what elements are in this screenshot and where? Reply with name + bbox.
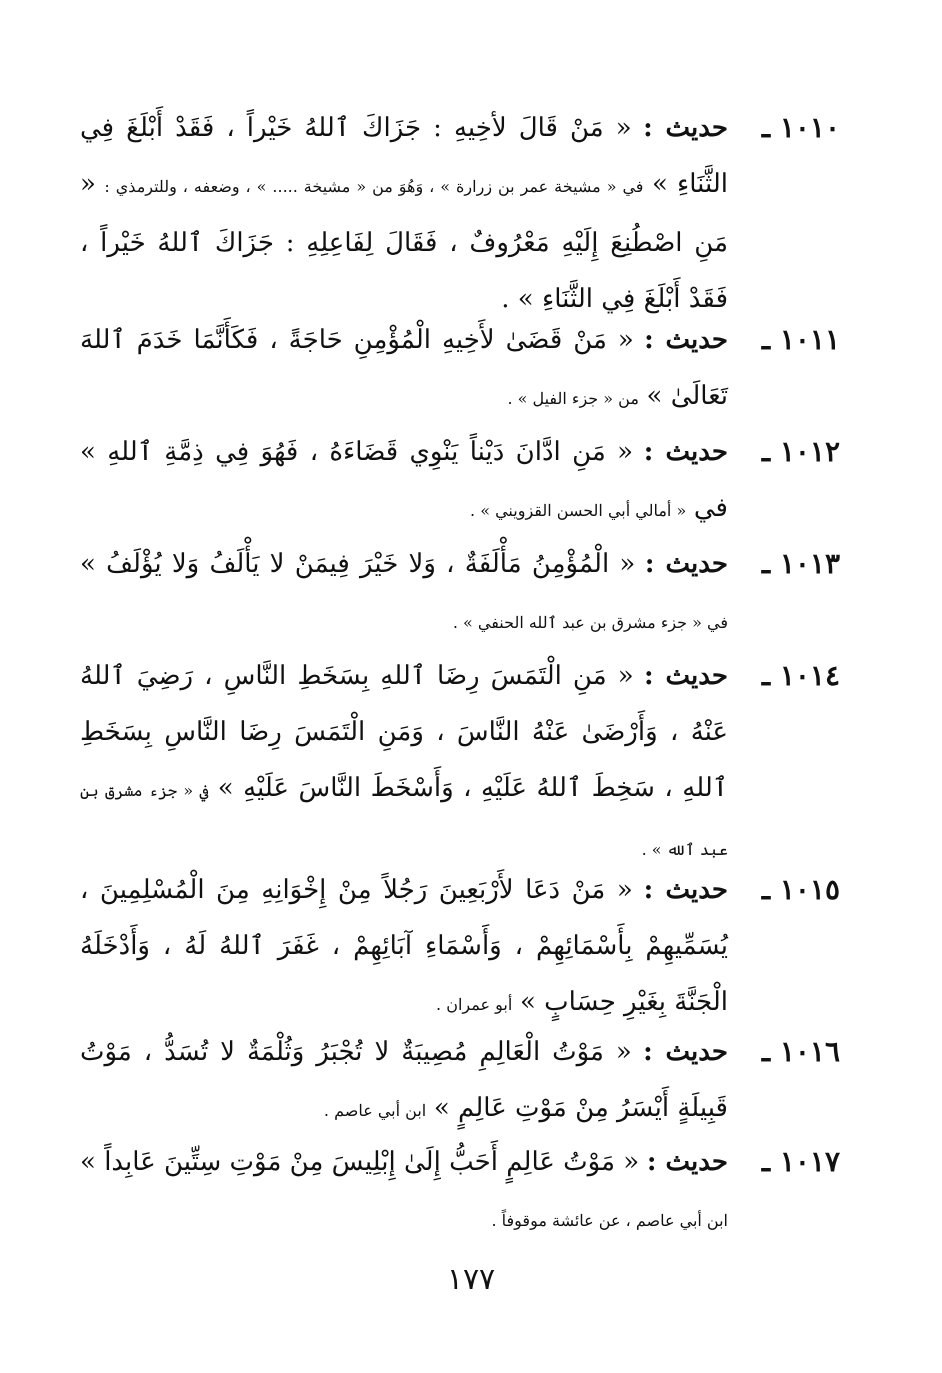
entry-number: ١٠١٠ ـ <box>761 111 840 144</box>
hadith-entry-1017 <box>80 1134 840 1249</box>
hadith-entry-1015 <box>80 862 840 1033</box>
hadith-text-secondary: « مَنِ اصْطُنِعَ إِلَيْهِ مَعْرُوفٌ ، فَقَالَ لِفَاعِلِهِ : جَزَاكَ ٱللهُ خَيْراً ، فَقَدْ أَبْلَغَ فِي الثَّنَاءِ » . <box>80 169 728 314</box>
entry-lead: حديث : <box>646 1147 728 1177</box>
hadith-text: « مَنْ دَعَا لأَرْبَعِينَ رَجُلاً مِنْ إِخْوَانِهِ مِنَ الْمُسْلِمِينَ ، يُسَمِّيهِمْ بِأَسْمَائِهِمْ ، وَأَسْمَاءِ آبَائِهِمْ ، غَفَرَ ٱللهُ لَهُ ، وَأَدْخَلَهُ الْجَنَّةَ بِغَيْرِ حِسَابٍ » <box>80 875 728 1017</box>
entry-number: ١٠١٤ ـ <box>761 659 840 692</box>
hadith-text: « مَنْ قَضَىٰ لأَخِيهِ الْمُؤْمِنِ حَاجَةً ، فَكَأَنَّمَا خَدَمَ ٱللهَ تَعَالَىٰ » <box>80 325 728 411</box>
entry-lead: حديث : <box>644 325 728 355</box>
hadith-entry-1012 <box>80 424 840 539</box>
hadith-text: « الْمُؤْمِنُ مَأْلَفَةٌ ، وَلا خَيْرَ فِيمَنْ لا يَأْلَفُ وَلا يُؤْلَفُ » <box>80 549 636 579</box>
source-note: من « جزء الفيل » . <box>507 389 639 408</box>
entry-number: ١٠١٧ ـ <box>761 1145 840 1178</box>
hadith-entry-1014 <box>80 648 840 878</box>
hadith-text: « مَنْ قَالَ لأخِيهِ : جَزَاكَ ٱللهُ خَيْراً ، فَقَدْ أَبْلَغَ فِي الثَّنَاءِ » <box>80 113 728 199</box>
entry-number: ١٠١٣ ـ <box>761 547 840 580</box>
page-number: ١٧٧ <box>446 1262 496 1297</box>
hadith-entry-1013 <box>80 536 840 651</box>
entry-text <box>80 1134 728 1249</box>
source-note: في « جزء مشرق بن عبد ٱلله » . <box>80 781 728 859</box>
entry-lead: حديث : <box>644 549 728 579</box>
entry-number: ١٠١٦ ـ <box>761 1035 840 1068</box>
entry-number: ١٠١١ ـ <box>761 323 840 356</box>
entry-lead: حديث : <box>644 661 728 691</box>
hadith-entry-1010 <box>80 100 840 327</box>
hadith-text: « مَنِ ادَّانَ دَيْناً يَنْوِي قَضَاءَهُ ، فَهُوَ فِي ذِمَّةِ ٱللهِ » في <box>80 437 728 523</box>
hadith-text: « مَوْتُ عَالِمٍ أَحَبُّ إِلَىٰ إِبْلِيسَ مِنْ مَوْتِ سِتِّينَ عَابِداً » <box>80 1147 640 1177</box>
entry-lead: حديث : <box>643 875 728 905</box>
entry-text <box>80 862 728 1033</box>
entry-number: ١٠١٢ ـ <box>761 435 840 468</box>
entry-lead: حديث : <box>643 113 728 143</box>
entry-text <box>80 536 728 651</box>
hadith-entry-1016 <box>80 1024 840 1139</box>
hadith-entry-1011 <box>80 312 840 427</box>
entry-text <box>80 648 728 878</box>
entry-lead: حديث : <box>643 1037 728 1067</box>
source-note: في « مشيخة عمر بن زرارة » ، وَهُوَ من « مشيخة ..... » ، وضعفه ، وللترمذي : <box>104 177 644 196</box>
entry-text <box>80 100 728 327</box>
source-note: في « جزء مشرق بن عبد ٱلله الحنفي » . <box>452 613 728 632</box>
source-note: ابن أبي عاصم ، عن عائشة موقوفاً . <box>491 1211 728 1230</box>
entry-text <box>80 424 728 539</box>
entry-lead: حديث : <box>643 437 728 467</box>
entry-text <box>80 312 728 427</box>
source-note: « أمالي أبي الحسن القزويني » . <box>470 501 687 520</box>
entry-number: ١٠١٥ ـ <box>761 873 840 906</box>
entry-text <box>80 1024 728 1139</box>
hadith-text: « مَوْتُ الْعَالِمِ مُصِيبَةٌ لا تُجْبَرُ وَثُلْمَةٌ لا تُسَدُّ ، مَوْتُ قَبِيلَةٍ أَيْسَرُ مِنْ مَوْتِ عَالِمٍ » <box>80 1037 728 1123</box>
source-note: أبو عمران . <box>436 995 513 1014</box>
source-note: ابن أبي عاصم . <box>323 1101 427 1120</box>
hadith-text: « مَنِ الْتَمَسَ رِضَا ٱللهِ بِسَخَطِ النَّاسِ ، رَضِيَ ٱللهُ عَنْهُ ، وَأَرْضَىٰ عَنْهُ النَّاسَ ، وَمَنِ الْتَمَسَ رِضَا النَّاسِ بِسَخَطِ ٱللهِ ، سَخِطَ ٱللهُ عَلَيْهِ ، وَأَسْخَطَ النَّاسَ عَلَيْهِ » <box>80 661 728 803</box>
